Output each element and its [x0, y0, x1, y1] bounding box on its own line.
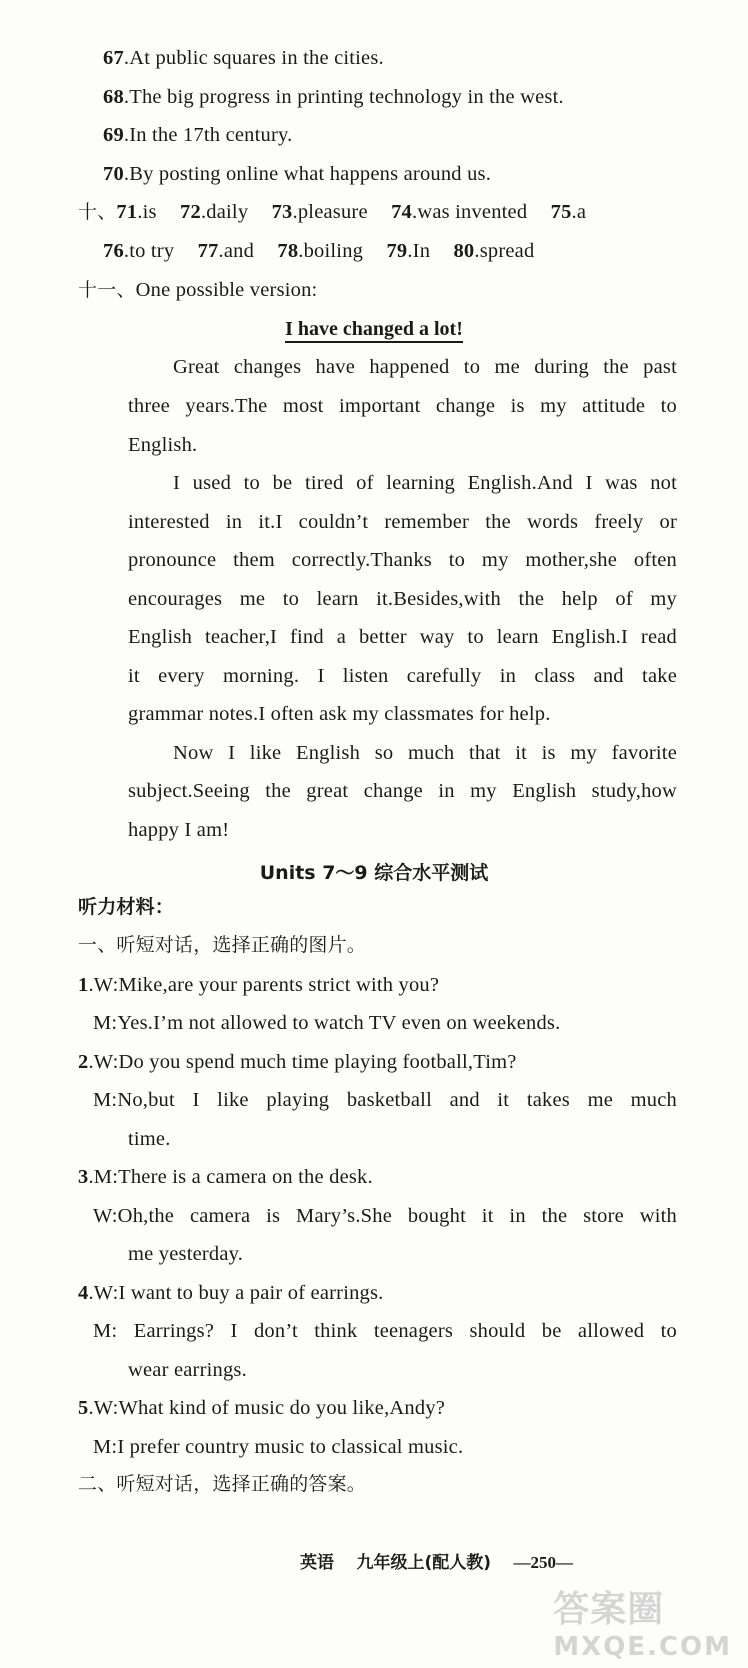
answer-68: 68.The big progress in printing technology in the west.	[103, 86, 564, 108]
essay-line: three years.The most important change is my attitude to	[128, 395, 677, 417]
dialogue-2-line-1: 2.W:Do you spend much time playing football,Tim?	[78, 1051, 517, 1073]
dialogue-5-line-1: 5.W:What kind of music do you like,Andy?	[78, 1397, 446, 1419]
essay-title: I have changed a lot!	[0, 318, 748, 341]
dialogue-3-line-1: 3.M:There is a camera on the desk.	[78, 1166, 373, 1188]
page-footer: 英语 九年级上(配人教) —250—	[300, 1553, 574, 1573]
essay-line: encourages me to learn it.Besides,with the help of my	[128, 588, 677, 610]
essay-line: grammar notes.I often ask my classmates for help.	[128, 703, 551, 725]
test-title: Units 7～9 综合水平测试	[259, 862, 489, 884]
answer-67: 67.At public squares in the cities.	[103, 47, 384, 69]
dialogue-3-line-2: W:Oh,the camera is Mary’s.She bought it in the store with	[93, 1205, 677, 1227]
section-10-row-2: 76.to try 77.and 78.boiling 79.In 80.spread	[103, 240, 535, 262]
essay-line: subject.Seeing the great change in my English study,how	[128, 780, 677, 802]
essay-line: I used to be tired of learning English.And I was not	[173, 472, 677, 494]
dialogue-2-line-2: M:No,but I like playing basketball and it takes me much	[93, 1089, 677, 1111]
essay-line: English teacher,I find a better way to learn English.I read	[128, 626, 677, 648]
essay-line: Now I like English so much that it is my favorite	[173, 742, 677, 764]
dialogue-2-line-3: time.	[128, 1128, 171, 1150]
dialogue-4-line-1: 4.W:I want to buy a pair of earrings.	[78, 1282, 384, 1304]
dialogue-4-line-2: M: Earrings? I don’t think teenagers should be allowed to	[93, 1320, 677, 1342]
part-1-heading: 一、听短对话，选择正确的图片。	[78, 934, 367, 956]
essay-line: happy I am!	[128, 819, 230, 841]
part-2-heading: 二、听短对话，选择正确的答案。	[78, 1473, 367, 1495]
essay-line: English.	[128, 434, 198, 456]
answer-69: 69.In the 17th century.	[103, 124, 293, 146]
dialogue-1-line-1: 1.W:Mike,are your parents strict with you?	[78, 974, 440, 996]
essay-line: it every morning. I listen carefully in class and take	[128, 665, 677, 687]
section-11-label: 十一、One possible version:	[78, 279, 318, 301]
answer-70: 70.By posting online what happens around us.	[103, 163, 492, 185]
dialogue-1-line-2: M:Yes.I’m not allowed to watch TV even on weekends.	[93, 1012, 561, 1034]
listening-label: 听力材料：	[78, 896, 175, 918]
dialogue-5-line-2: M:I prefer country music to classical music.	[93, 1436, 464, 1458]
essay-line: interested in it.I couldn’t remember the words freely or	[128, 511, 677, 533]
section-10-row-1: 十、71.is 72.daily 73.pleasure 74.was invented 75.a	[78, 201, 587, 223]
dialogue-3-line-3: me yesterday.	[128, 1243, 244, 1265]
essay-line: pronounce them correctly.Thanks to my mother,she often	[128, 549, 677, 571]
dialogue-4-line-3: wear earrings.	[128, 1359, 247, 1381]
essay-line: Great changes have happened to me during the past	[173, 356, 677, 378]
watermark-logo: 答案圈 MXQE.COM	[553, 1589, 732, 1662]
